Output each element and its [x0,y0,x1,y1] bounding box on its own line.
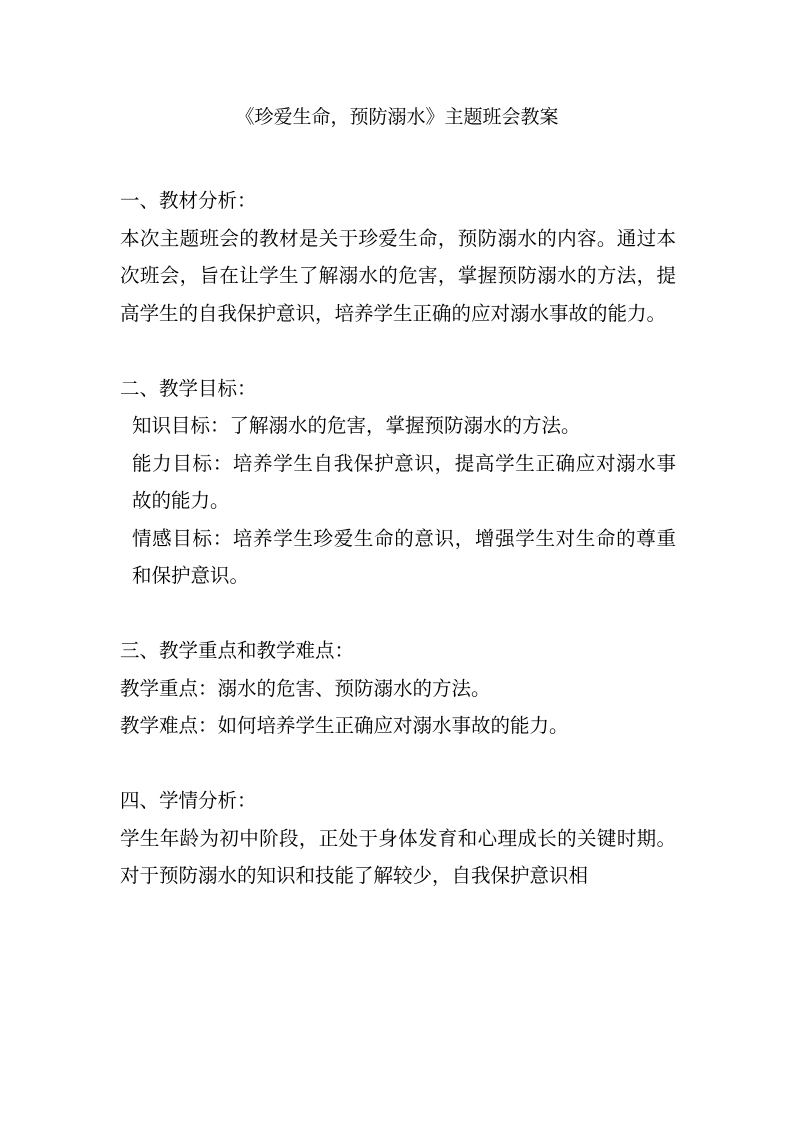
objective-ability: 能力目标：培养学生自我保护意识，提高学生正确应对溺水事故的能力。 [132,451,676,512]
section-gap [120,745,676,783]
section-heading-3: 三、教学重点和教学难点： [120,639,355,662]
document-title: 《珍爱生命，预防溺水》主题班会教案 [235,106,559,128]
section-heading-2: 二、教学目标： [120,376,257,400]
section-gap [120,595,676,633]
objective-emotion: 情感目标：培养学生珍爱生命的意识，增强学生对生命的尊重和保护意识。 [132,526,676,587]
teaching-key-point: 教学重点：溺水的危害、预防溺水的方法。 [120,676,491,700]
section-heading-1: 一、教材分析： [120,189,257,212]
objective-knowledge: 知识目标：了解溺水的危害，掌握预防溺水的方法。 [132,414,581,437]
teaching-difficulty: 教学难点：如何培养学生正确应对溺水事故的能力。 [120,714,569,737]
document-body [120,182,676,895]
section-heading-4: 四、学情分析： [120,789,257,812]
section-gap [120,332,676,370]
section-1-paragraph-1: 本次主题班会的教材是关于珍爱生命，预防溺水的内容。通过本次班会，旨在让学生了解溺水的危害，掌握预防溺水的方法，提高学生的自我保护意识，培养学生正确的应对溺水事故的能力。 [120,226,676,325]
section-4-paragraph-1: 学生年龄为初中阶段，正处于身体发育和心理成长的关键时期。对于预防溺水的知识和技能了解较少，自我保护意识相 [120,826,676,887]
